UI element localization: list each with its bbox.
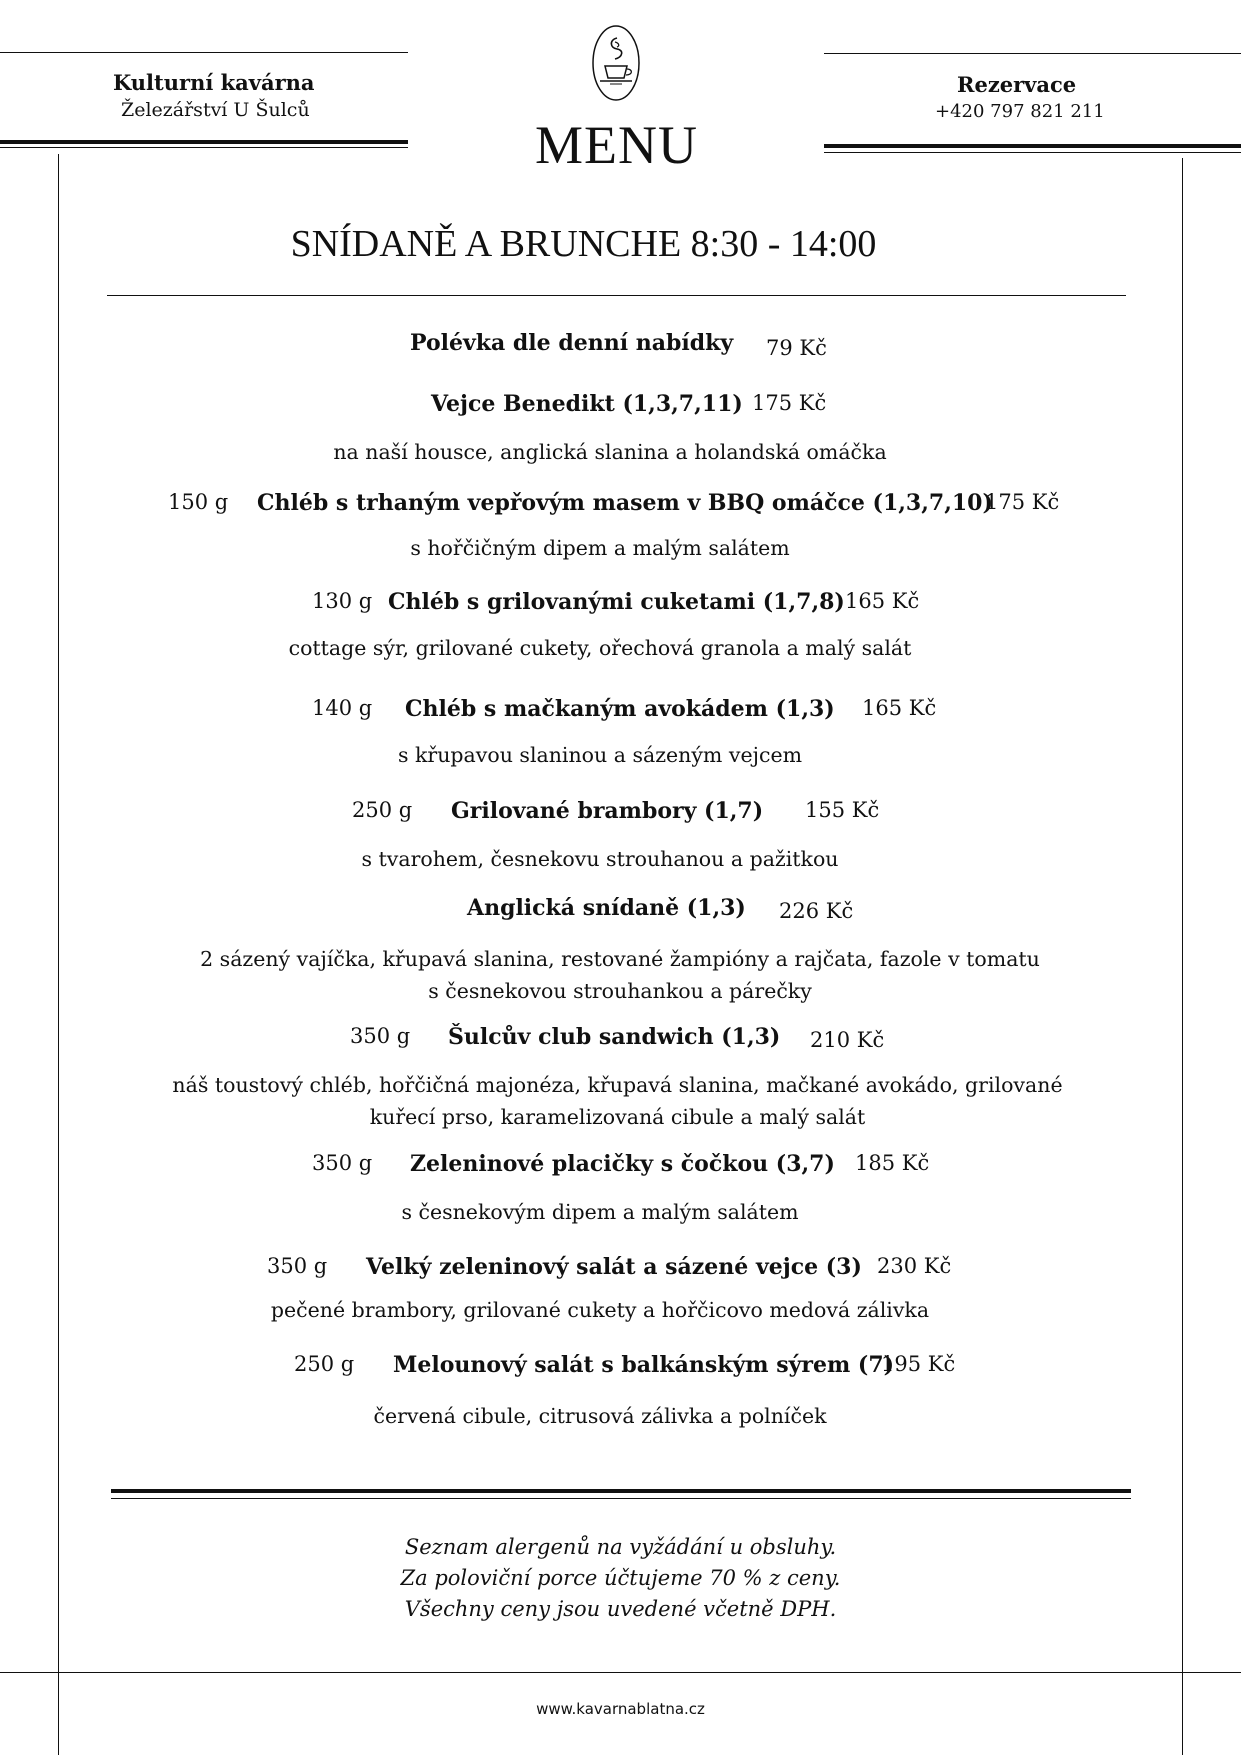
frame-bottom-line [0,1672,1241,1673]
section-title: SNÍDANĚ A BRUNCHE 8:30 - 14:00 [290,223,877,265]
item-name: Chléb s trhaným vepřovým masem v BBQ omáčce (1,3,7,10) [257,490,993,516]
item-name: Polévka dle denní nabídky [410,330,734,356]
website-link[interactable]: www.kavarnablatna.cz [536,1700,705,1718]
item-description: s tvarohem, česnekovu strouhanou a pažitkou [361,847,839,871]
item-description: červená cibule, citrusová zálivka a polníček [373,1404,827,1428]
frame-top-left-line [0,52,408,53]
item-price: 175 Kč [752,391,827,415]
item-price: 165 Kč [845,589,920,613]
footer-double-line-1 [111,1489,1131,1493]
item-description: s česnekovým dipem a malým salátem [401,1200,799,1224]
item-weight: 350 g [267,1254,328,1278]
item-price: 155 Kč [805,798,880,822]
item-name: Anglická snídaně (1,3) [467,895,746,921]
item-price: 165 Kč [862,696,937,720]
item-name: Chléb s grilovanými cuketami (1,7,8) [388,589,845,615]
item-name: Chléb s mačkaným avokádem (1,3) [405,696,835,722]
item-weight: 150 g [168,490,229,514]
item-weight: 350 g [312,1151,373,1175]
item-description: cottage sýr, grilované cukety, ořechová granola a malý salát [288,636,912,660]
menu-item [0,798,1241,834]
item-weight: 350 g [350,1024,411,1048]
item-price: 226 Kč [779,899,854,923]
item-name: Vejce Benedikt (1,3,7,11) [431,391,743,417]
item-name: Velký zeleninový salát a sázené vejce (3) [366,1254,862,1280]
menu-item [0,391,1241,427]
menu-item [0,895,1241,931]
item-name: Grilované brambory (1,7) [451,798,764,824]
item-weight: 250 g [352,798,413,822]
menu-item [0,1024,1241,1060]
item-description: pečené brambory, grilované cukety a hořčicovo medová zálivka [270,1298,930,1322]
item-name: Šulcův club sandwich (1,3) [448,1024,781,1050]
cafe-name: Kulturní kavárna [113,70,315,95]
item-weight: 140 g [312,696,373,720]
menu-item [0,330,1241,366]
frame-top-right-line [824,53,1241,54]
menu-item [0,1151,1241,1187]
cafe-subtitle: Železářství U Šulců [121,99,310,121]
menu-item [0,589,1241,625]
item-description: s hořčičným dipem a malým salátem [410,536,790,560]
menu-item [0,1352,1241,1388]
allergen-note: Seznam alergenů na vyžádání u obsluhy. [404,1535,837,1559]
item-price: 230 Kč [877,1254,952,1278]
coffee-logo-icon [590,24,642,102]
item-description: náš toustový chléb, hořčičná majonéza, křupavá slanina, mačkané avokádo, grilované kuřecí prso, karamelizovaná cibule a malý salát [172,1073,1063,1129]
item-description: 2 sázený vajíčka, křupavá slanina, restované žampióny a rajčata, fazole v tomatu s česnekovou strouhankou a párečky [200,947,1040,1003]
item-description: s křupavou slaninou a sázeným vejcem [397,743,803,767]
reservation-phone: +420 797 821 211 [935,101,1105,122]
item-name: Melounový salát s balkánským sýrem (7) [393,1352,895,1378]
menu-item [0,490,1241,526]
menu-item [0,1254,1241,1290]
menu-title: MENU [535,115,698,175]
item-price: 79 Kč [766,336,827,360]
vat-note: Všechny ceny jsou uvedené včetně DPH. [404,1597,837,1621]
item-description: na naší housce, anglická slanina a holandská omáčka [333,440,887,464]
section-underline [107,295,1126,296]
item-price: 185 Kč [855,1151,930,1175]
menu-item [0,696,1241,732]
item-price: 175 Kč [985,490,1060,514]
half-portion-note: Za poloviční porce účtujeme 70 % z ceny. [400,1566,841,1590]
reservation-label: Rezervace [957,72,1077,97]
item-price: 210 Kč [810,1028,885,1052]
item-weight: 130 g [312,589,373,613]
footer-notes [0,1532,1241,1625]
item-weight: 250 g [294,1352,355,1376]
footer-double-line-2 [111,1498,1131,1499]
item-price: 195 Kč [881,1352,956,1376]
item-name: Zeleninové placičky s čočkou (3,7) [410,1151,835,1177]
